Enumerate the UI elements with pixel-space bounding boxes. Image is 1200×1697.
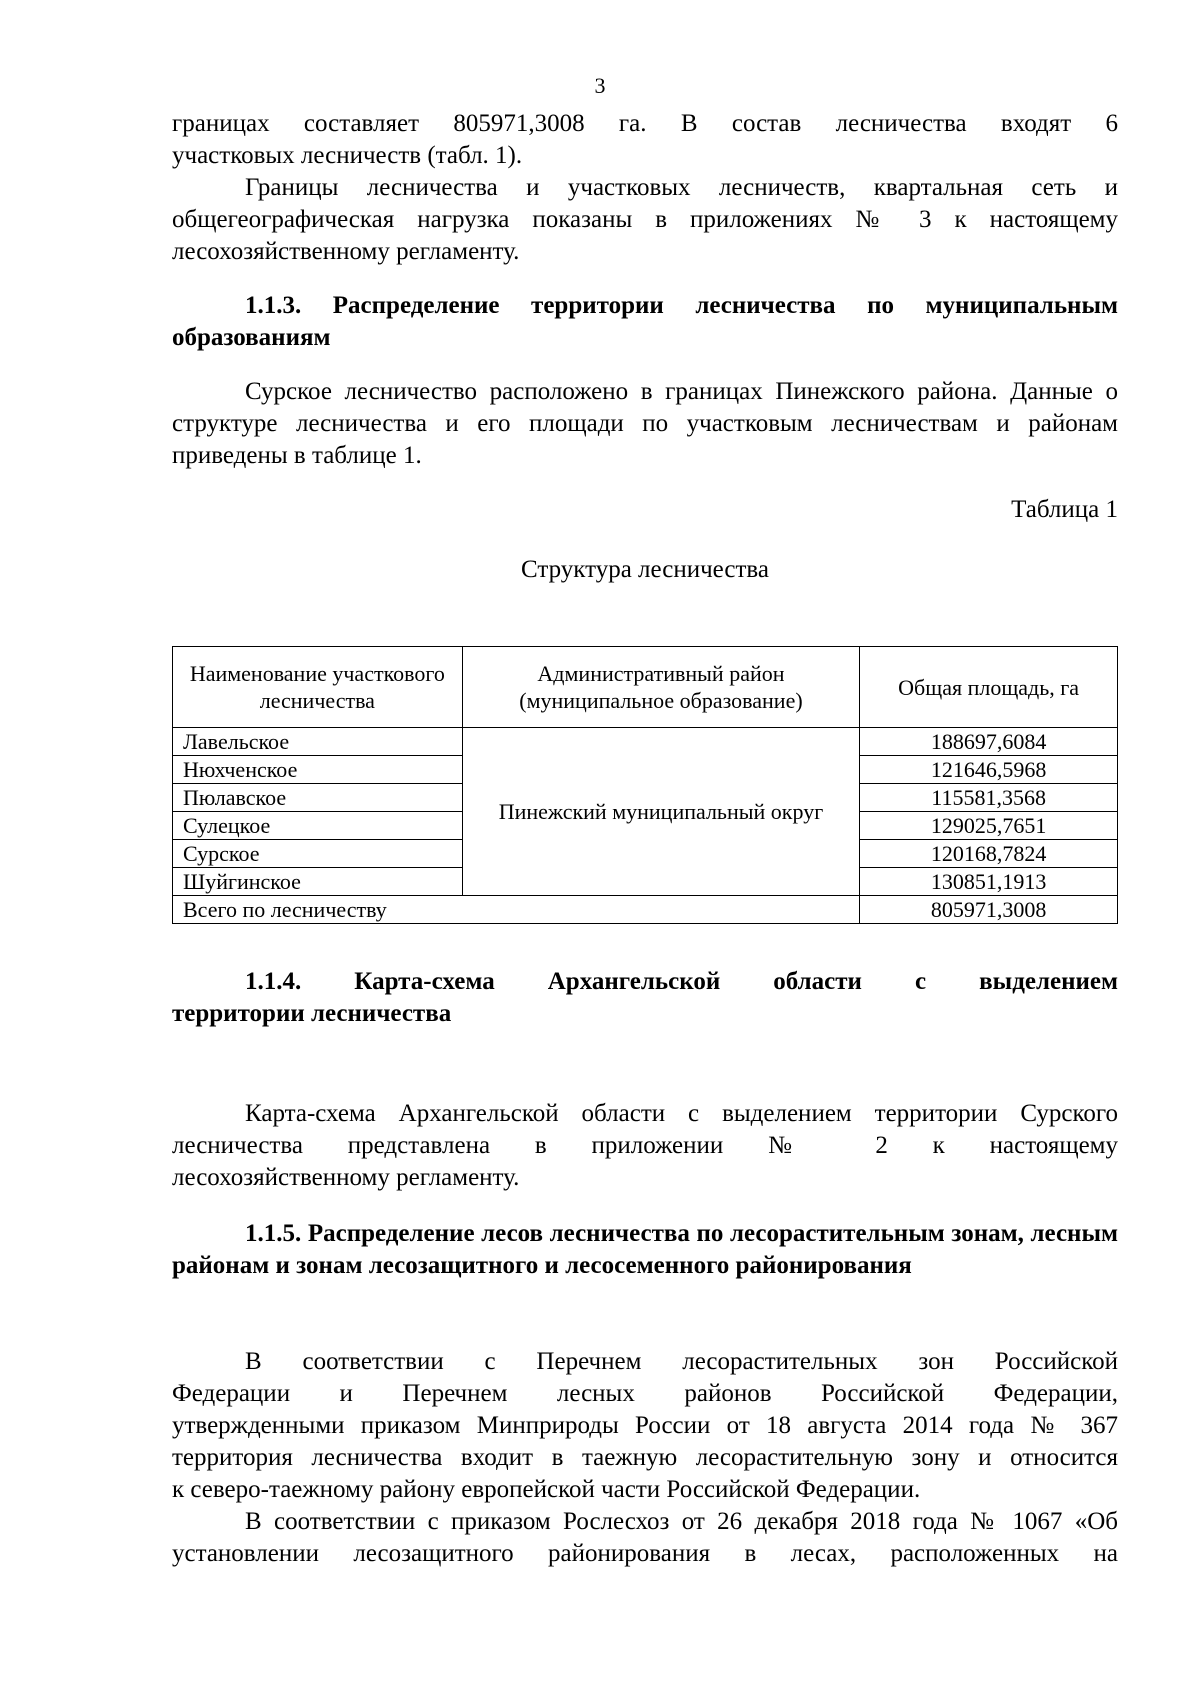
table-caption: Структура лесничества	[521, 556, 769, 583]
total-label-cell: Всего по лесничеству	[173, 896, 860, 924]
total-area-cell: 805971,3008	[860, 896, 1118, 924]
paragraph-line: В соответствии с Перечнем лесорастительных зон Российской	[245, 1348, 1118, 1375]
table-label: Таблица 1	[1011, 496, 1118, 523]
paragraph-line: Карта-схема Архангельской области с выделением территории Сурского	[245, 1100, 1118, 1127]
paragraph-rosleskhoz-order: В соответствии с приказом Рослесхоз от 26 декабря 2018 года № 1067 «Об установлении лесозащитного районирования в лесах, расположенных на	[172, 1508, 1118, 1567]
forestry-name-cell: Нюхченское	[173, 756, 463, 784]
forestry-name-cell: Лавельское	[173, 728, 463, 756]
area-cell: 115581,3568	[860, 784, 1118, 812]
page-number: 3	[594, 73, 606, 98]
forestry-name-cell: Сулецкое	[173, 812, 463, 840]
table-header-row	[173, 647, 1118, 728]
area-cell: 188697,6084	[860, 728, 1118, 756]
paragraph-line: к северо-таежному району европейской части Российской Федерации.	[172, 1476, 921, 1503]
forestry-name-cell: Сурское	[173, 840, 463, 868]
header-area: Общая площадь, га	[860, 647, 1118, 728]
table-total-row	[173, 896, 1118, 924]
area-cell: 130851,1913	[860, 868, 1118, 896]
paragraph-line: лесохозяйственному регламенту.	[172, 1164, 520, 1191]
table-row	[173, 728, 1118, 756]
paragraph-line: границах составляет 805971,3008 га. В состав лесничества входят 6	[172, 110, 1118, 137]
paragraph-line: утвержденными приказом Минприроды России от 18 августа 2014 года № 367	[172, 1412, 1118, 1439]
header-district: Административный район (муниципальное образование)	[462, 647, 860, 728]
paragraph-area-total	[172, 108, 1118, 172]
forestry-name-cell: Пюлавское	[173, 784, 463, 812]
area-cell: 121646,5968	[860, 756, 1118, 784]
heading-line: 1.1.4. Карта-схема Архангельской области с выделением	[245, 968, 1118, 995]
area-cell: 129025,7651	[860, 812, 1118, 840]
paragraph-line: территория лесничества входит в таежную лесорастительную зону и относится	[172, 1444, 1118, 1471]
paragraph-boundaries: Границы лесничества и участковых лесничеств, квартальная сеть и общегеографическая нагрузка показаны в приложениях № 3 к настоящему лесохозяйственному регламенту.	[172, 174, 1118, 265]
district-cell: Пинежский муниципальный округ	[462, 728, 860, 896]
paragraph-line: участковых лесничеств (табл. 1).	[172, 142, 523, 169]
paragraph-map-scheme	[172, 1098, 1118, 1194]
section-heading-1-1-4	[172, 966, 1118, 1030]
paragraph-location: Сурское лесничество расположено в границах Пинежского района. Данные о структуре лесничества и его площади по участковым лесничествам и районам приведены в таблице 1.	[172, 378, 1118, 469]
area-cell: 120168,7824	[860, 840, 1118, 868]
paragraph-forest-zones	[172, 1346, 1118, 1506]
paragraph-line: Федерации и Перечнем лесных районов Российской Федерации,	[172, 1380, 1118, 1407]
paragraph-line: лесничества представлена в приложении № 2 к настоящему	[172, 1132, 1118, 1159]
forestry-name-cell: Шуйгинское	[173, 868, 463, 896]
forestry-structure-table	[172, 646, 1118, 924]
header-forestry-name: Наименование участкового лесничества	[173, 647, 463, 728]
heading-line: территории лесничества	[172, 1000, 452, 1027]
section-heading-1-1-5: 1.1.5. Распределение лесов лесничества по лесорастительным зонам, лесным районам и зонам лесозащитного и лесосеменного районирования	[172, 1220, 1118, 1279]
section-heading-1-1-3: 1.1.3. Распределение территории лесничества по муниципальным образованиям	[172, 292, 1118, 351]
